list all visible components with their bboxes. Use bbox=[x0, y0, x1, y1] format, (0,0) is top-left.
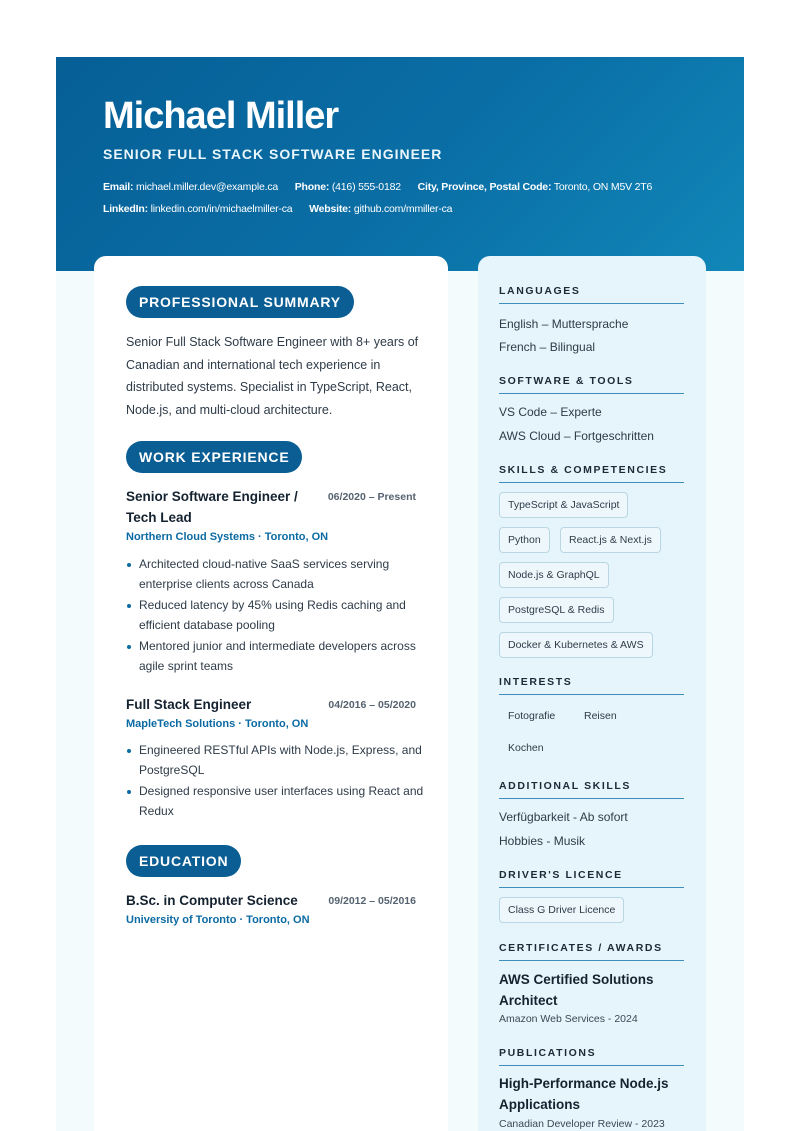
skill-tag: PostgreSQL & Redis bbox=[499, 597, 614, 623]
certificate-issuer: Amazon Web Services - 2024 bbox=[499, 1013, 638, 1025]
sidebar bbox=[478, 256, 706, 1131]
language-item: French – Bilingual bbox=[499, 340, 596, 354]
list-item: Reduced latency by 45% using Redis caching and efficient database pooling bbox=[126, 596, 426, 635]
tool-item: VS Code – Experte bbox=[499, 405, 602, 419]
skill-tag: Docker & Kubernetes & AWS bbox=[499, 632, 653, 658]
job-organization: Northern Cloud Systems · Toronto, ON bbox=[126, 531, 329, 543]
degree-title: B.Sc. in Computer Science bbox=[126, 893, 298, 908]
tools-heading: SOFTWARE & TOOLS bbox=[499, 375, 684, 394]
job-date: 04/2016 – 05/2020 bbox=[328, 699, 416, 711]
additional-item: Hobbies - Musik bbox=[499, 834, 586, 848]
experience-heading: WORK EXPERIENCE bbox=[126, 441, 302, 473]
list-item: Designed responsive user interfaces using React and Redux bbox=[126, 782, 426, 821]
additional-skills-heading: ADDITIONAL SKILLS bbox=[499, 780, 684, 799]
certificates-heading: CERTIFICATES / AWARDS bbox=[499, 942, 684, 961]
contact-linkedin[interactable]: LinkedIn: linkedin.com/in/michaelmiller-ca bbox=[103, 203, 293, 215]
contact-line-2 bbox=[103, 203, 466, 215]
skill-tag: TypeScript & JavaScript bbox=[499, 492, 628, 518]
main-column bbox=[94, 256, 448, 1131]
job-bullets bbox=[126, 555, 426, 678]
list-item: Mentored junior and intermediate developers across agile sprint teams bbox=[126, 637, 426, 676]
summary-text: Senior Full Stack Software Engineer with 8+ years of Canadian and international tech experience in distributed systems. Specialist in TypeScript, React, Node.js, and multi-cloud architecture. bbox=[126, 335, 419, 417]
language-item: English – Muttersprache bbox=[499, 317, 629, 331]
list-item: Engineered RESTful APIs with Node.js, Express, and PostgreSQL bbox=[126, 741, 426, 780]
publications-heading: PUBLICATIONS bbox=[499, 1047, 684, 1066]
languages-heading: LANGUAGES bbox=[499, 285, 684, 304]
skills-heading: SKILLS & COMPETENCIES bbox=[499, 464, 684, 483]
job-date: 06/2020 – Present bbox=[327, 491, 416, 503]
education-heading: EDUCATION bbox=[126, 845, 241, 877]
skill-tag: React.js & Next.js bbox=[560, 527, 661, 553]
skill-tag: Python bbox=[499, 527, 550, 553]
publication-title: High-Performance Node.js Applications bbox=[499, 1076, 669, 1112]
contact-line-1 bbox=[103, 181, 666, 193]
job-organization: MapleTech Solutions · Toronto, ON bbox=[126, 718, 309, 730]
contact-email[interactable]: Email: michael.miller.dev@example.ca bbox=[103, 181, 279, 193]
education-organization: University of Toronto · Toronto, ON bbox=[126, 914, 310, 926]
licence-tag: Class G Driver Licence bbox=[499, 897, 624, 923]
job-title: Full Stack Engineer bbox=[126, 697, 252, 712]
summary-heading: PROFESSIONAL SUMMARY bbox=[126, 286, 354, 318]
interests-heading: INTERESTS bbox=[499, 676, 684, 695]
additional-item: Verfügbarkeit - Ab sofort bbox=[499, 810, 628, 824]
tool-item: AWS Cloud – Fortgeschritten bbox=[499, 429, 654, 443]
interest-tag: Reisen bbox=[584, 710, 617, 722]
contact-phone[interactable]: Phone: (416) 555-0182 bbox=[294, 181, 401, 193]
certificate-title: AWS Certified Solutions Architect bbox=[499, 972, 654, 1008]
licence-heading: DRIVER'S LICENCE bbox=[499, 869, 684, 888]
job-title: Senior Software Engineer / Tech Lead bbox=[126, 489, 298, 525]
skill-tag: Node.js & GraphQL bbox=[499, 562, 609, 588]
candidate-name: Michael Miller bbox=[103, 95, 339, 137]
interest-tag: Kochen bbox=[508, 742, 544, 754]
contact-location: City, Province, Postal Code: Toronto, ON M5V 2T6 bbox=[417, 181, 653, 193]
interest-tag: Fotografie bbox=[508, 710, 556, 722]
candidate-role: SENIOR FULL STACK SOFTWARE ENGINEER bbox=[103, 146, 443, 162]
list-item: Architected cloud-native SaaS services serving enterprise clients across Canada bbox=[126, 555, 426, 594]
publication-source: Canadian Developer Review - 2023 bbox=[499, 1118, 665, 1130]
contact-website[interactable]: Website: github.com/mmiller-ca bbox=[309, 203, 453, 215]
resume-header bbox=[56, 57, 744, 271]
education-date: 09/2012 – 05/2016 bbox=[328, 895, 416, 907]
job-bullets bbox=[126, 741, 426, 823]
